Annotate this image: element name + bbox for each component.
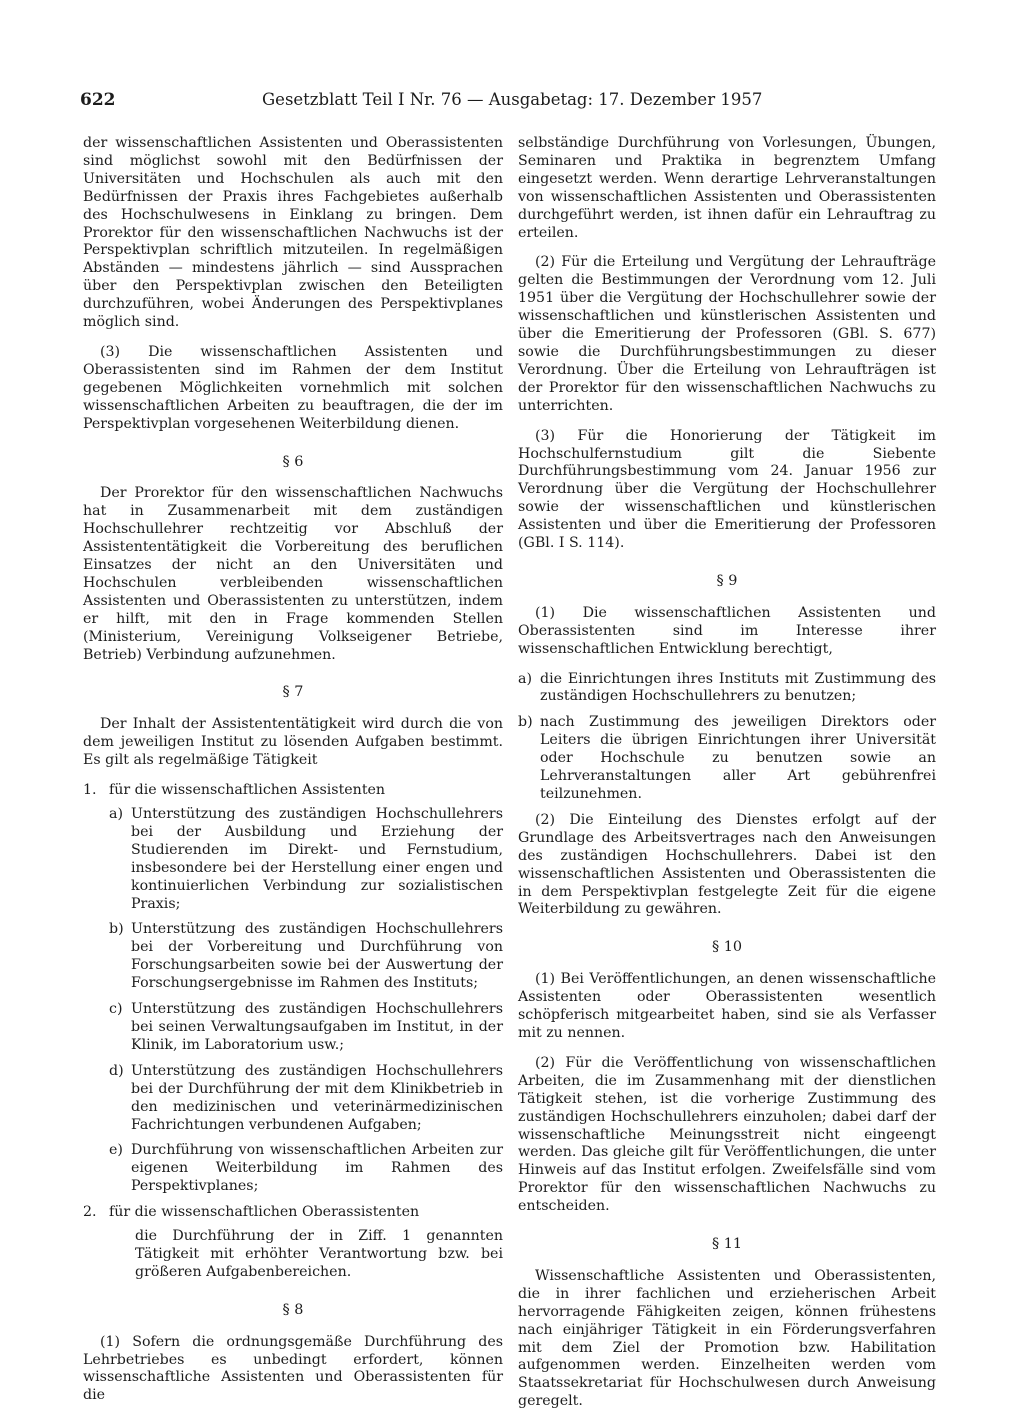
sub-label: a)	[518, 670, 532, 687]
sub-text: Unterstützung des zuständigen Hochschullehrers bei seinen Verwaltungsaufgaben im Institut, in der Klinik, im Laboratorium usw.;	[131, 1001, 503, 1053]
list-item-2	[83, 1204, 503, 1222]
section-heading-10: § 10	[711, 939, 743, 956]
paragraph-8-2: (2) Für die Erteilung und Vergütung der Lehraufträge gelten die Bestimmungen der Verordnung vom 12. Juli 1951 über die Vergütung der Hochschullehrer sowie der wissenschaftlichen und künstlerischen Assistenten und über die Emeritierung der Professoren (GBl. S. 677) sowie die Durchführungsbestimmungen zu dieser Verordnung. Über die Erteilung von Lehraufträgen ist der Prorektor für den wissenschaftlichen Nachwuchs zu unterrichten.	[518, 254, 936, 414]
paragraph-10-2: (2) Für die Veröffentlichung von wissenschaftlichen Arbeiten, die im Zusammenhang mit der dienstlichen Tätigkeit stehen, ist die vorherige Zustimmung des zuständigen Hochschullehrers einzuholen; dabei darf der wissenschaftliche Meinungsstreit nicht eingeengt werden. Das gleiche gilt für Veröffentlichungen, die unter Hinweis auf das Institut erfolgen. Zweifelsfälle sind vom Prorektor für den wissenschaftlichen Nachwuchs zu entscheiden.	[518, 1054, 936, 1215]
sub-text: Unterstützung des zuständigen Hochschullehrers bei der Vorbereitung und Durchführung von Forschungsarbeiten sowie bei der Auswertung der Forschungsergebnisse im Rahmen des Instituts;	[131, 921, 503, 992]
list-item-2-body: die Durchführung der in Ziff. 1 genannten Tätigkeit mit erhöhter Verantwortung bzw. bei größeren Aufgabenbereichen.	[135, 1228, 503, 1280]
sub-text: die Einrichtungen ihres Instituts mit Zustimmung des zuständigen Hochschullehrers zu benutzen;	[540, 670, 936, 705]
list-text: für die wissenschaftlichen Oberassistenten	[109, 1204, 420, 1221]
paragraph-8-3: (3) Für die Honorierung der Tätigkeit im Hochschulfernstudium gilt die Siebente Durchführungsbestimmung vom 24. Januar 1956 zur Verordnung über die Vergütung der Hochschullehrer sowie der wissenschaftlichen und künstlerischen Assistenten und über die Emeritierung der Professoren (GBl. I S. 114).	[518, 427, 936, 552]
paragraph-10-1: (1) Bei Veröffentlichungen, an denen wissenschaftliche Assistenten oder Oberassistenten wesentlich schöpferisch mitgearbeitet haben, sind sie als Verfasser mit zu nennen.	[518, 971, 936, 1041]
paragraph-9-1: (1) Die wissenschaftlichen Assistenten und Oberassistenten sind im Interesse ihrer wissenschaftlichen Entwicklung berechtigt,	[518, 604, 936, 657]
sub-item-e	[109, 1142, 503, 1196]
sub-item-d	[109, 1063, 503, 1135]
section-heading-6: § 6	[282, 453, 304, 470]
sub-text: nach Zustimmung des jeweiligen Direktors oder Leiters die übrigen Einrichtungen ihrer Universität oder Hochschule zu benutzen sowie an Lehrveranstaltungen aller Art gebührenfrei teilzunehmen.	[540, 714, 936, 802]
sub-item-b	[518, 714, 936, 804]
sub-item-b	[109, 921, 503, 993]
paragraph-6: Der Prorektor für den wissenschaftlichen Nachwuchs hat in Zusammenarbeit mit dem zuständigen Hochschullehrer rechtzeitig vor Abschluß der Assistententätigkeit die Vorbereitung des beruflichen Einsatzes der nicht an den Universitäten und Hochschulen verbleibenden wissenschaftlichen Assistenten und Oberassistenten zu unterstützen, indem er hilft, mit den in Frage kommenden Stellen (Ministerium, Vereinigung Volkseigener Betriebe, Betrieb) Verbindung aufzunehmen.	[83, 485, 503, 663]
sub-label: e)	[109, 1142, 123, 1159]
paragraph-continued: der wissenschaftlichen Assistenten und Oberassistenten sind möglichst sowohl mit den Bedürfnissen der Universitäten und Hochschulen als auch mit den Bedürfnissen der Praxis ihres Fachgebietes außerhalb des Hochschulwesens in Einklang zu bringen. Dem Prorektor für den wissenschaftlichen Nachwuchs ist der Perspektivplan schriftlich mitzuteilen. In regelmäßigen Abständen — mindestens jährlich — sind Aussprachen über den Perspektivplan zwischen den Beteiligten durchzuführen, wobei Änderungen des Perspektivplanes möglich sind.	[83, 135, 503, 331]
paragraph-9-2: (2) Die Einteilung des Dienstes erfolgt auf der Grundlage des Arbeitsvertrages nach den Anweisungen des zuständigen Hochschullehrers. Dabei ist den wissenschaftlichen Assistenten und Oberassistenten die in dem Perspektivplan festgelegte Zeit für die eigene Weiterbildung zu gewähren.	[518, 811, 936, 918]
paragraph-continued: selbständige Durchführung von Vorlesungen, Übungen, Seminaren und Praktika in begrenztem Umfang eingesetzt werden. Wenn derartige Lehrveranstaltungen von wissenschaftlichen Assistenten und Oberassistenten durchgeführt werden, ist ihnen dafür ein Lehrauftrag zu erteilen.	[518, 135, 936, 241]
sub-item-c	[109, 1001, 503, 1055]
paragraph-5-3: (3) Die wissenschaftlichen Assistenten und Oberassistenten sind im Rahmen der dem Institut gegebenen Möglichkeiten vornehmlich mit solchen wissenschaftlichen Arbeiten zu beauftragen, die der im Perspektivplan vorgesehenen Weiterbildung dienen.	[83, 343, 503, 432]
sub-label: a)	[109, 806, 123, 822]
sub-item-a	[109, 806, 503, 913]
page-header	[80, 90, 940, 114]
list-label: 1.	[83, 782, 97, 799]
list-item-1	[83, 782, 503, 800]
paragraph-8-1: (1) Sofern die ordnungsgemäße Durchführung des Lehrbetriebes es unbedingt erfordert, können wissenschaftliche Assistenten und Oberassistenten für die	[83, 1333, 503, 1404]
sub-text: Unterstützung des zuständigen Hochschullehrers bei der Ausbildung und Erziehung der Studierenden im Direkt- und Fernstudium, insbesondere bei der Herstellung einer engen und kontinuierlichen Verbindung zur sozialistischen Praxis;	[131, 806, 503, 912]
page-number: 622	[80, 90, 116, 110]
section-heading-9: § 9	[716, 572, 738, 589]
paragraph-11: Wissenschaftliche Assistenten und Oberassistenten, die in ihrer fachlichen und erzieherischen Arbeit hervorragende Fähigkeiten zeigen, können frühestens nach einjähriger Tätigkeit in ein Förderungsverfahren mit dem Ziel der Promotion bzw. Habilitation aufgenommen werden. Einzelheiten werden vom Staatssekretariat für Hochschulwesen durch Anweisung geregelt.	[518, 1267, 936, 1410]
list-label: 2.	[83, 1204, 97, 1221]
section-heading-8: § 8	[282, 1301, 304, 1318]
sub-label: b)	[109, 921, 124, 938]
sub-text: Unterstützung des zuständigen Hochschullehrers bei der Durchführung der mit dem Klinikbetrieb in den medizinischen und veterinärmedizinischen Fachrichtungen verbundenen Aufgaben;	[131, 1062, 503, 1133]
section-heading-11: § 11	[711, 1236, 743, 1253]
section-heading-7: § 7	[282, 684, 304, 701]
paragraph-7: Der Inhalt der Assistententätigkeit wird durch die von dem jeweiligen Institut zu lösenden Aufgaben bestimmt. Es gilt als regelmäßige Tätigkeit	[83, 716, 503, 769]
list-text: für die wissenschaftlichen Assistenten	[109, 782, 386, 799]
sub-label: c)	[109, 1001, 123, 1018]
right-column	[518, 135, 936, 1423]
sub-label: b)	[518, 714, 533, 731]
left-column	[83, 135, 503, 1417]
header-title: Gesetzblatt Teil I Nr. 76 — Ausgabetag: 17. Dezember 1957	[262, 90, 763, 109]
sub-item-a	[518, 671, 936, 707]
sub-text: Durchführung von wissenschaftlichen Arbeiten zur eigenen Weiterbildung im Rahmen des Perspektivplanes;	[131, 1142, 503, 1195]
sub-label: d)	[109, 1062, 124, 1079]
